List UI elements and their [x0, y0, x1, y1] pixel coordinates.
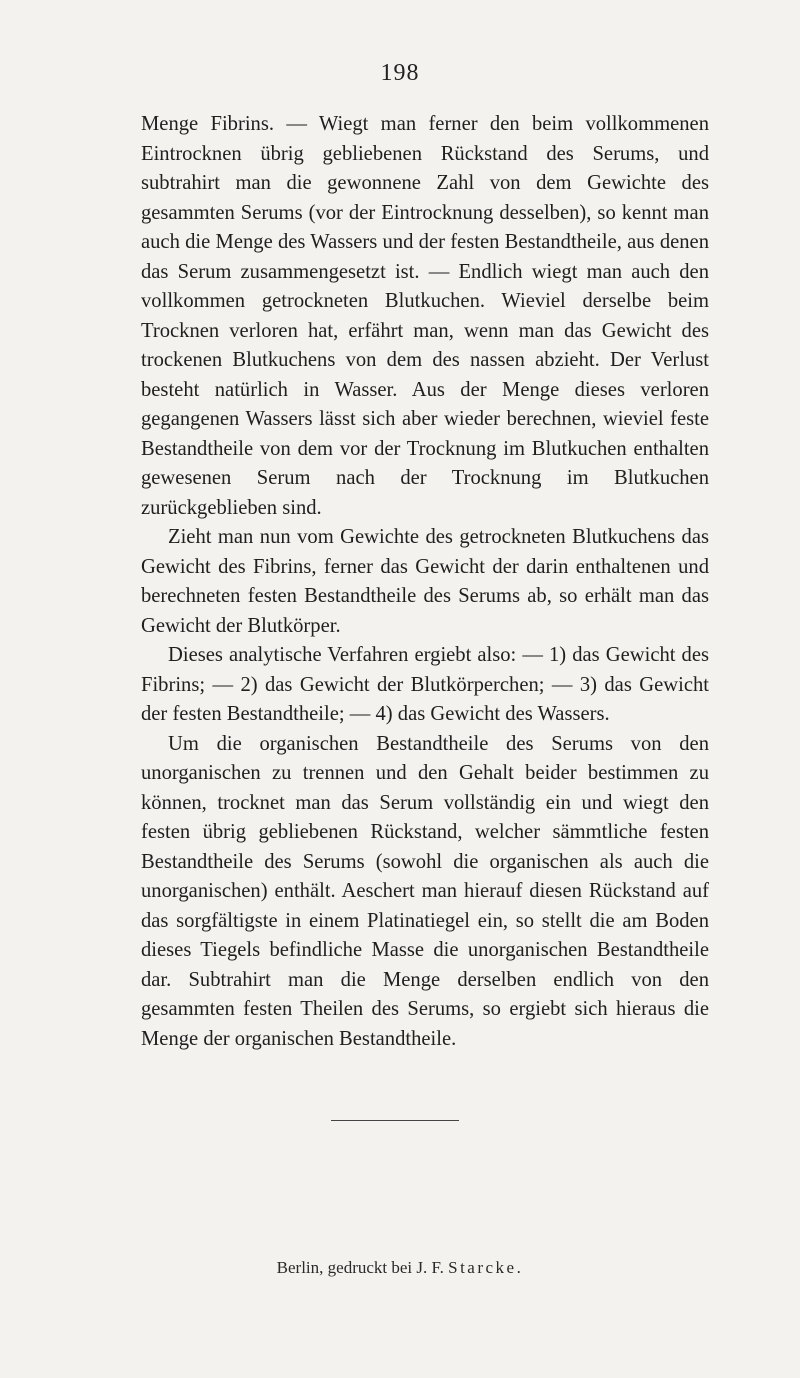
paragraph-organic-inorganic: Um die organischen Bestandtheile des Serums von den unorganischen zu trennen und den Gehalt beider bestimmen zu können, trocknet man das Serum vollständig ein und wiegt den festen übrig gebliebenen Rückstand, welcher sämmtliche festen Bestandtheile des Serums (sowohl die organischen als auch die unorganischen) enthält. Aeschert man hierauf diesen Rückstand auf das sorgfältigste in einem Platinatiegel ein, so stellt die am Boden dieses Tiegels befindliche Masse die unorganischen Bestandtheile dar. Subtrahirt man die Menge derselben endlich von den gesammten festen Theilen des Serums, so ergiebt sich hieraus die Menge der organischen Bestandtheile. — [141, 732, 709, 1050]
paragraph-blutkoerper: Zieht man nun vom Gewichte des getrockneten Blutkuchens das Gewicht des Fibrins, ferner das Gewicht der darin enthaltenen und berechneten festen Bestandtheile des Serums ab, so erhält man das Gewicht der Blutkörper. — [141, 526, 709, 637]
imprint-printer: Starcke. — [448, 1258, 524, 1277]
body-text — [141, 110, 709, 1054]
page-number: 198 — [380, 60, 420, 86]
paragraph-analytic-procedure: Dieses analytische Verfahren ergiebt also: — 1) das Gewicht des Fibrins; — 2) das Gewicht der Blutkörperchen; — 3) das Gewicht der festen Bestandtheile; — 4) das Gewicht des Wassers. — [141, 644, 709, 725]
printer-imprint — [0, 1258, 800, 1278]
paragraph-continuation: Menge Fibrins. — Wiegt man ferner den beim vollkommenen Eintrocknen übrig gebliebenen Rückstand des Serums, und subtrahirt man die gewonnene Zahl von dem Gewichte des gesammten Serums (vor der Eintrocknung desselben), so kennt man auch die Menge des Wassers und der festen Bestandtheile, aus denen das Serum zusammengesetzt ist. — Endlich wiegt man auch den vollkommen getrockneten Blutkuchen. Wieviel derselbe beim Trocknen verloren hat, erfährt man, wenn man das Gewicht des trockenen Blutkuchens von dem des nassen abzieht. Der Verlust besteht natürlich in Wasser. Aus der Menge dieses verloren gegangenen Wassers lässt sich aber wieder berechnen, wieviel feste Bestandtheile von dem vor der Trocknung im Blutkuchen enthalten gewesenen Serum nach der Trocknung im Blutkuchen zurückgeblieben sind. — [141, 113, 709, 519]
end-rule — [331, 1120, 459, 1121]
imprint-prefix: Berlin, gedruckt bei J. F. — [276, 1258, 444, 1277]
